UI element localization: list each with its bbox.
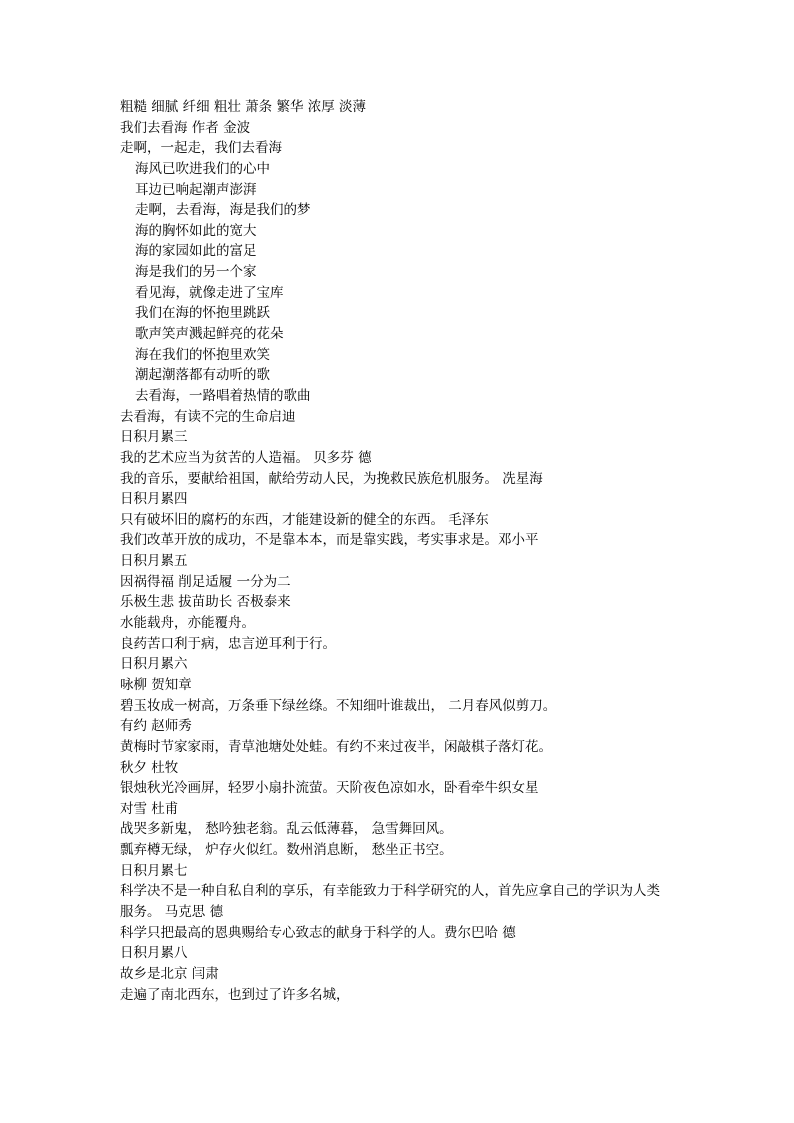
text-line: 歌声笑声溅起鲜亮的花朵: [135, 326, 284, 343]
text-line: 我的艺术应当为贫苦的人造福。 贝多芬 德: [120, 449, 372, 466]
text-line: 我们在海的怀抱里跳跃: [135, 305, 270, 322]
text-line: 我们去看海 作者 金波: [120, 119, 251, 136]
text-line: 耳边已响起潮声澎湃: [135, 181, 257, 198]
text-line: 我们改革开放的成功，不是靠本本，而是靠实践，考实事求是。邓小平: [120, 532, 539, 549]
document-body: [120, 97, 720, 1005]
text-line: 日积月累六: [120, 656, 188, 673]
text-line: 咏柳 贺知章: [120, 676, 192, 693]
text-line: 水能载舟，亦能覆舟。: [120, 615, 255, 632]
text-line: 因祸得福 削足适履 一分为二: [120, 573, 291, 590]
text-line: 走遍了南北西东，也到过了许多名城，: [120, 986, 350, 1003]
text-line: 科学决不是一种自私自利的享乐，有幸能致力于科学研究的人，首先应拿自己的学识为人类: [120, 883, 660, 900]
text-line: 日积月累八: [120, 945, 188, 962]
text-line: 科学只把最高的恩典赐给专心致志的献身于科学的人。费尔巴哈 德: [120, 924, 516, 941]
text-line: 良药苦口利于病，忠言逆耳利于行。: [120, 635, 336, 652]
text-line: 日积月累四: [120, 491, 188, 508]
text-line: 粗糙 细腻 纤细 粗壮 萧条 繁华 浓厚 淡薄: [120, 99, 367, 115]
text-line: 海是我们的另一个家: [135, 264, 257, 281]
text-line: 服务。 马克思 德: [120, 903, 224, 920]
text-line: 看见海，就像走进了宝库: [135, 284, 284, 301]
text-line: 潮起潮落都有动听的歌: [135, 367, 270, 384]
text-line: 碧玉妆成一树高，万条垂下绿丝绦。不知细叶谁裁出， 二月春风似剪刀。: [120, 697, 557, 714]
text-line: 银烛秋光冷画屏，轻罗小扇扑流萤。天阶夜色凉如水，卧看牵牛织女星: [120, 780, 539, 797]
text-line: 故乡是北京 闫肃: [120, 965, 219, 982]
text-line: 黄梅时节家家雨，青草池塘处处蛙。有约不来过夜半，闲敲棋子落灯花。: [120, 738, 552, 755]
text-line: 日积月累三: [120, 429, 188, 446]
text-line: 走啊，一起走，我们去看海: [120, 140, 282, 157]
text-line: 有约 赵师秀: [120, 718, 192, 735]
text-line: 战哭多新鬼， 愁吟独老翁。乱云低薄暮， 急雪舞回风。: [120, 821, 453, 838]
text-line: 海的家园如此的富足: [135, 243, 257, 260]
text-line: 秋夕 杜牧: [120, 759, 179, 776]
text-line: 海风已吹进我们的心中: [135, 160, 270, 177]
text-line: 去看海，有读不完的生命启迪: [120, 408, 296, 425]
text-line: 海在我们的怀抱里欢笑: [135, 346, 270, 363]
text-line: 我的音乐，要献给祖国，献给劳动人民，为挽救民族危机服务。 冼星海: [120, 470, 543, 487]
text-line: 只有破坏旧的腐朽的东西，才能建设新的健全的东西。 毛泽东: [120, 511, 489, 528]
text-line: 瓢弃樽无绿， 炉存火似红。数州消息断， 愁坐正书空。: [120, 842, 453, 859]
text-line: 日积月累五: [120, 553, 188, 570]
text-line: 海的胸怀如此的宽大: [135, 222, 257, 239]
text-line: 去看海，一路唱着热情的歌曲: [135, 387, 311, 404]
text-line: 对雪 杜甫: [120, 800, 179, 817]
text-line: 日积月累七: [120, 862, 188, 879]
text-line: 走啊，去看海，海是我们的梦: [135, 202, 311, 219]
text-line: 乐极生悲 拔苗助长 否极泰来: [120, 594, 291, 611]
